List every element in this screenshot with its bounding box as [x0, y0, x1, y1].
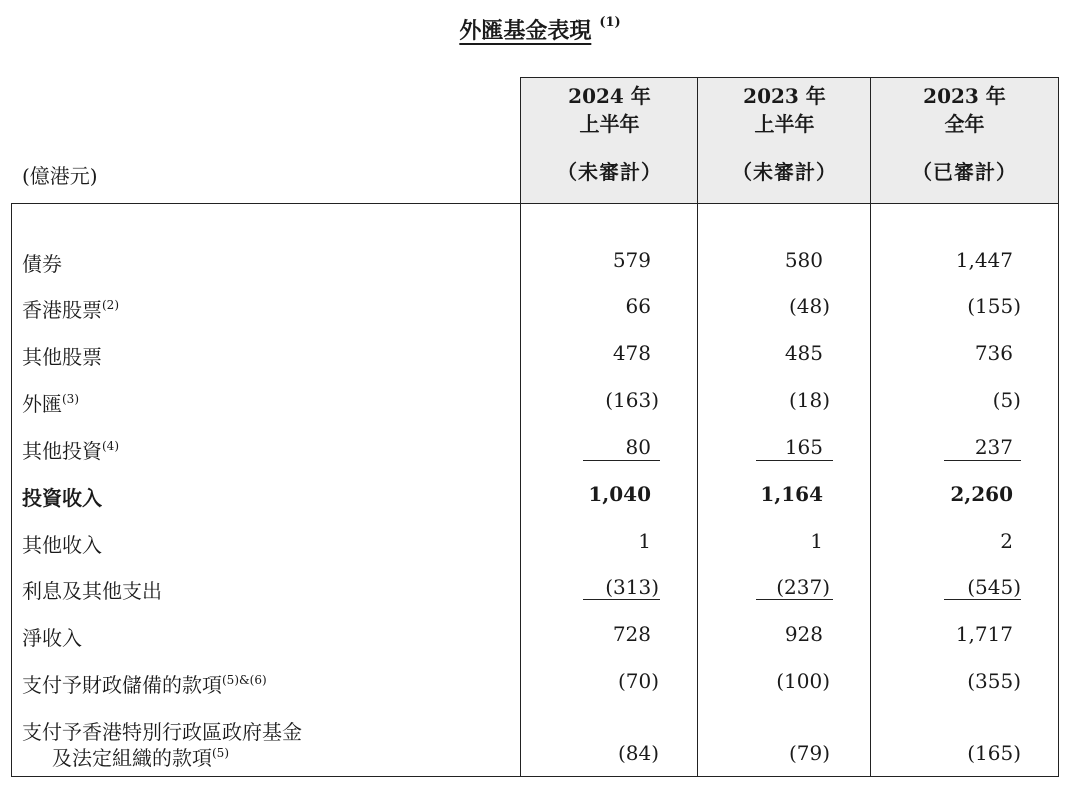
- subtotal-underline: [756, 460, 833, 461]
- row-label: 外匯$^{(3)}$: [22, 392, 79, 416]
- column-audit-status: （未審計）: [732, 160, 837, 184]
- value-cell: 2,260: [950, 482, 1013, 506]
- column-divider: [870, 203, 871, 777]
- subtotal-underline: [583, 599, 660, 600]
- value-cell: 165: [784, 435, 823, 459]
- value-cell: 237: [974, 435, 1013, 459]
- value-cell: 579: [612, 248, 651, 272]
- unit-label: (億港元): [22, 164, 98, 188]
- row-label: 香港股票$^{(2)}$: [22, 298, 119, 322]
- row-label: 支付予香港特別行政區政府基金: [22, 720, 302, 744]
- value-cell: (313): [605, 575, 659, 599]
- value-cell: 478: [612, 341, 651, 365]
- column-audit-status: （已審計）: [912, 160, 1017, 184]
- row-footnote: (4): [102, 439, 119, 453]
- row-label: 其他股票: [22, 345, 102, 369]
- row-footnote: (5): [212, 746, 229, 760]
- value-cell: (155): [967, 294, 1021, 318]
- value-cell: 736: [974, 341, 1013, 365]
- value-cell: (79): [788, 741, 830, 765]
- row-label: 債券: [22, 252, 62, 276]
- column-period: 上半年: [754, 112, 815, 136]
- value-cell: 1,447: [955, 248, 1013, 272]
- column-header-2023-full: [870, 77, 1059, 204]
- page-title: [0, 14, 1080, 45]
- value-cell: (84): [617, 741, 659, 765]
- value-cell: (100): [776, 669, 830, 693]
- row-label: 支付予財政儲備的款項$^{(5)\&(6)}$: [22, 673, 267, 697]
- value-cell: 1,040: [588, 482, 651, 506]
- row-label: 其他收入: [22, 533, 102, 557]
- value-cell: (48): [788, 294, 830, 318]
- value-cell: (355): [967, 669, 1021, 693]
- column-header-2023-h1: [697, 77, 872, 204]
- subtotal-underline: [944, 599, 1021, 600]
- value-cell: 728: [612, 622, 651, 646]
- value-cell: 80: [625, 435, 651, 459]
- column-divider: [520, 203, 521, 777]
- value-cell: 1: [638, 529, 651, 553]
- column-year: 2023 年: [743, 84, 826, 108]
- row-label: 利息及其他支出: [22, 579, 162, 603]
- row-footnote: (5)&(6): [222, 673, 267, 687]
- value-cell: (545): [967, 575, 1021, 599]
- value-cell: 66: [625, 294, 651, 318]
- column-period: 全年: [944, 112, 985, 136]
- title-text: 外匯基金表現: [459, 18, 592, 44]
- subtotal-underline: [944, 460, 1021, 461]
- row-label: 投資收入: [22, 486, 102, 510]
- value-cell: 1,717: [955, 622, 1013, 646]
- row-label-continued: 及法定組織的款項$^{(5)}$: [52, 746, 229, 770]
- column-divider: [697, 203, 698, 777]
- subtotal-underline: [583, 460, 660, 461]
- title-footnote: (1): [599, 15, 621, 30]
- row-label: 淨收入: [22, 626, 82, 650]
- value-cell: 580: [784, 248, 823, 272]
- value-cell: (18): [788, 388, 830, 412]
- column-period: 上半年: [579, 112, 640, 136]
- value-cell: (5): [992, 388, 1021, 412]
- value-cell: (70): [617, 669, 659, 693]
- column-year: 2024 年: [568, 84, 651, 108]
- value-cell: (237): [776, 575, 830, 599]
- value-cell: 485: [784, 341, 823, 365]
- value-cell: (163): [605, 388, 659, 412]
- row-footnote: (2): [102, 298, 119, 312]
- row-label: 其他投資$^{(4)}$: [22, 439, 119, 463]
- column-header-2024-h1: [520, 77, 699, 204]
- value-cell: 2: [1000, 529, 1013, 553]
- row-footnote: (3): [62, 392, 79, 406]
- column-audit-status: （未審計）: [557, 160, 662, 184]
- value-cell: 1,164: [760, 482, 823, 506]
- value-cell: 928: [784, 622, 823, 646]
- value-cell: 1: [810, 529, 823, 553]
- value-cell: (165): [967, 741, 1021, 765]
- column-year: 2023 年: [923, 84, 1006, 108]
- subtotal-underline: [756, 599, 833, 600]
